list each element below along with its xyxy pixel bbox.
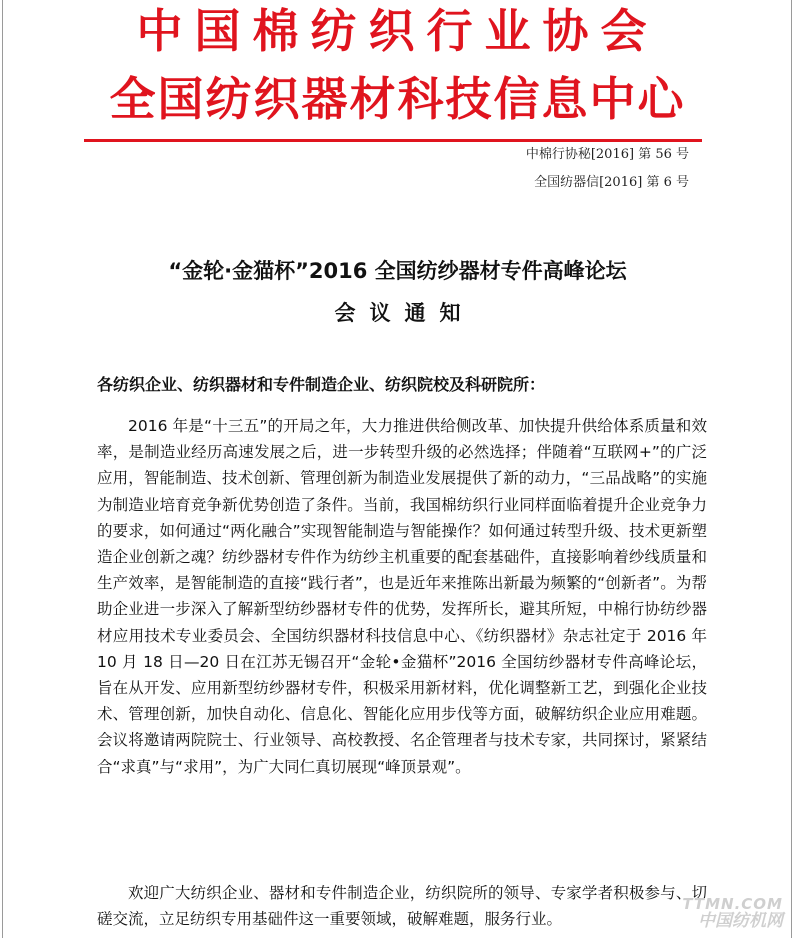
notice-subtitle: 会议通知 xyxy=(334,301,475,325)
notice-title: “金轮·金猫杯”2016 全国纺纱器材专件高峰论坛 xyxy=(168,259,627,283)
document-number-association: 中棉行协秘[2016] 第 56 号 xyxy=(525,147,689,162)
site-watermark xyxy=(682,897,783,930)
salutation: 各纺织企业、纺织器材和专件制造企业、纺织院校及科研院所： xyxy=(97,375,546,394)
org-name-info-center: 全国纺织器材科技信息中心 xyxy=(109,72,686,126)
body-paragraph-1: 2016 年是“十三五”的开局之年，大力推进供给侧改革、加快提升供给体系质量和效率，是制造业经历高速发展之后，进一步转型升级的必然选择；伴随着“互联网+”的广泛应用，智能制造、技术创新、管理创新为制造业发展提供了新的动力，“三品战略”的实施为制造业培育竞争新优势创造了条件。当前，我国棉纺织行业同样面临着提升企业竞争力的要求，如何通过“两化融合”实现智能制造与智能操作？如何通过转型升级、技术更新塑造企业创新之魂？纺纱器材专件作为纺纱主机重要的配套基础件，直接影响着纱线质量和生产效率，是智能制造的直接“践行者”，也是近年来推陈出新最为频繁的“创新者”。为帮助企业进一步深入了解新型纺纱器材专件的优势，发挥所长，避其所短，中棉行协纺纱器材应用技术专业委员会、全国纺织器材科技信息中心、《纺织器材》杂志社定于 2016 年 10 月 18 日—20 日在江苏无锡召开“金轮•金猫杯”2016 全国纺纱器材专件高峰论坛，旨在从开发、应用新型纺纱器材专件，积极采用新材料，优化调整新工艺，到强化企业技术、管理创新，加快自动化、信息化、智能化应用步伐等方面，破解纺织企业应用难题。会议将邀请两院院士、行业领导、高校教授、名企管理者与技术专家，共同探讨，紧紧结合“求真”与“求用”，为广大同仁真切展现“峰顶景观”。 xyxy=(97,417,707,776)
letterhead-divider xyxy=(84,139,702,142)
page-edge-right xyxy=(791,0,792,938)
page-edge-left xyxy=(2,0,3,938)
watermark-url: TTMN.COM xyxy=(682,895,783,913)
watermark-name: 中国纺机网 xyxy=(698,911,783,931)
body-paragraph-2: 欢迎广大纺织企业、器材和专件制造企业，纺织院所的领导、专家学者积极参与、切磋交流，立足纺织专用基础件这一重要领域，破解难题，服务行业。 xyxy=(97,884,707,929)
org-name-cotton-association: 中国棉纺织行业协会 xyxy=(136,4,659,58)
document-number-info-center: 全国纺器信[2016] 第 6 号 xyxy=(534,175,689,190)
